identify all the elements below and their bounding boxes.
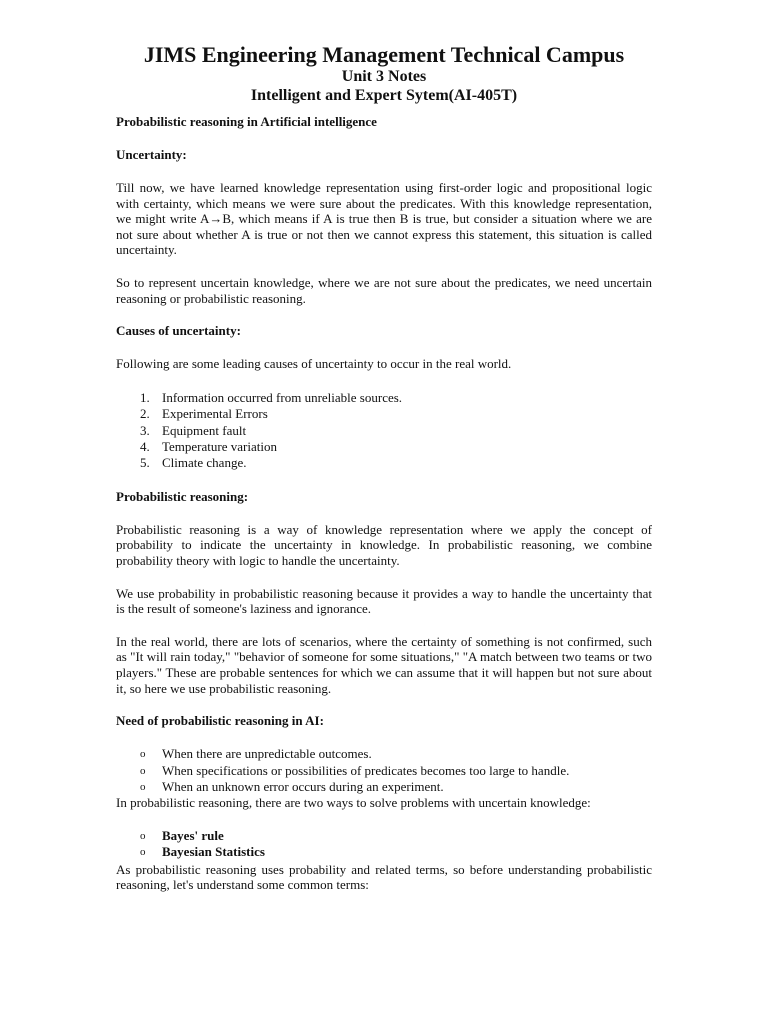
paragraph-real-world: In the real world, there are lots of scenarios, where the certainty of something is not confirmed, such as "It will rain today," "behavior of someone for some situations," "A match between two teams or two players." These are probable sentences for which we can assume that it will happen but not sure about it, so here we use probabilistic reasoning. xyxy=(116,633,652,696)
list-item xyxy=(116,423,652,439)
heading-uncertainty: Uncertainty: xyxy=(116,147,187,162)
list-item xyxy=(116,844,652,860)
need-list xyxy=(116,746,652,795)
course-title: Intelligent and Expert Sytem(AI-405T) xyxy=(250,87,518,104)
list-item xyxy=(116,406,652,422)
unit-title: Unit 3 Notes xyxy=(341,68,427,85)
list-item xyxy=(116,390,652,406)
list-item-text: Climate change. xyxy=(162,455,247,471)
list-item-text: Equipment fault xyxy=(162,422,247,438)
heading-probabilistic-reasoning: Probabilistic reasoning: xyxy=(116,488,249,504)
list-item-text: When specifications or possibilities of predicates becomes too large to handle. xyxy=(162,762,570,778)
ways-list xyxy=(116,828,652,861)
institution-title: JIMS Engineering Management Technical Campus xyxy=(143,42,625,67)
list-item-text: Information occurred from unreliable sources. xyxy=(162,389,403,405)
document-page xyxy=(116,42,652,893)
list-item-text: When an unknown error occurs during an experiment. xyxy=(162,778,444,794)
circle-bullet-icon: o xyxy=(140,748,146,761)
paragraph-causes-intro: Following are some leading causes of uncertainty to occur in the real world. xyxy=(116,356,512,372)
paragraph-two-ways: In probabilistic reasoning, there are two ways to solve problems with uncertain knowledge: xyxy=(116,795,591,811)
list-item-text: When there are unpredictable outcomes. xyxy=(162,746,372,762)
paragraph-uncertain-knowledge: So to represent uncertain knowledge, where we are not sure about the predicates, we need uncertain reasoning or probabilistic reasoning. xyxy=(116,274,652,306)
list-item xyxy=(116,455,652,471)
paragraph-probabilistic-definition: Probabilistic reasoning is a way of knowledge representation where we apply the concept of probability to indicate the uncertainty in knowledge. In probabilistic reasoning, we combine probability theory with logic to handle the uncertainty. xyxy=(116,521,652,568)
list-item xyxy=(116,779,652,795)
circle-bullet-icon: o xyxy=(140,829,146,842)
list-item xyxy=(116,828,652,844)
circle-bullet-icon: o xyxy=(140,780,146,793)
heading-causes: Causes of uncertainty: xyxy=(116,323,241,339)
list-item xyxy=(116,439,652,455)
list-item xyxy=(116,763,652,779)
list-number: 2. xyxy=(140,406,150,422)
causes-list xyxy=(116,390,652,472)
paragraph-uncertainty-definition: Till now, we have learned knowledge representation using first-order logic and propositional logic with certainty, which means we were sure about the predicates. With this knowledge representation, we might write A→B, which means if A is true then B is true, but consider a situation where we are not sure about whether A is true or not then we cannot express this statement, this situation is called uncertainty. xyxy=(116,180,652,258)
paragraph-why-probability: We use probability in probabilistic reasoning because it provides a way to handle the uncertainty that is the result of someone's laziness and ignorance. xyxy=(116,585,652,617)
circle-bullet-icon: o xyxy=(140,764,146,777)
list-number: 1. xyxy=(140,389,150,405)
list-number: 3. xyxy=(140,422,150,438)
document-header xyxy=(116,42,652,105)
topic-title: Probabilistic reasoning in Artificial intelligence xyxy=(116,114,377,129)
list-item-text: Temperature variation xyxy=(162,438,277,454)
heading-need: Need of probabilistic reasoning in AI: xyxy=(116,713,324,729)
circle-bullet-icon: o xyxy=(140,846,146,859)
list-number: 5. xyxy=(140,455,150,471)
list-number: 4. xyxy=(140,438,150,454)
paragraph-common-terms: As probabilistic reasoning uses probability and related terms, so before understanding probabilistic reasoning, let's understand some common terms: xyxy=(116,861,652,893)
list-item-text: Experimental Errors xyxy=(162,406,268,422)
list-item xyxy=(116,746,652,762)
list-item-text: Bayes' rule xyxy=(162,827,224,843)
list-item-text: Bayesian Statistics xyxy=(162,844,265,860)
